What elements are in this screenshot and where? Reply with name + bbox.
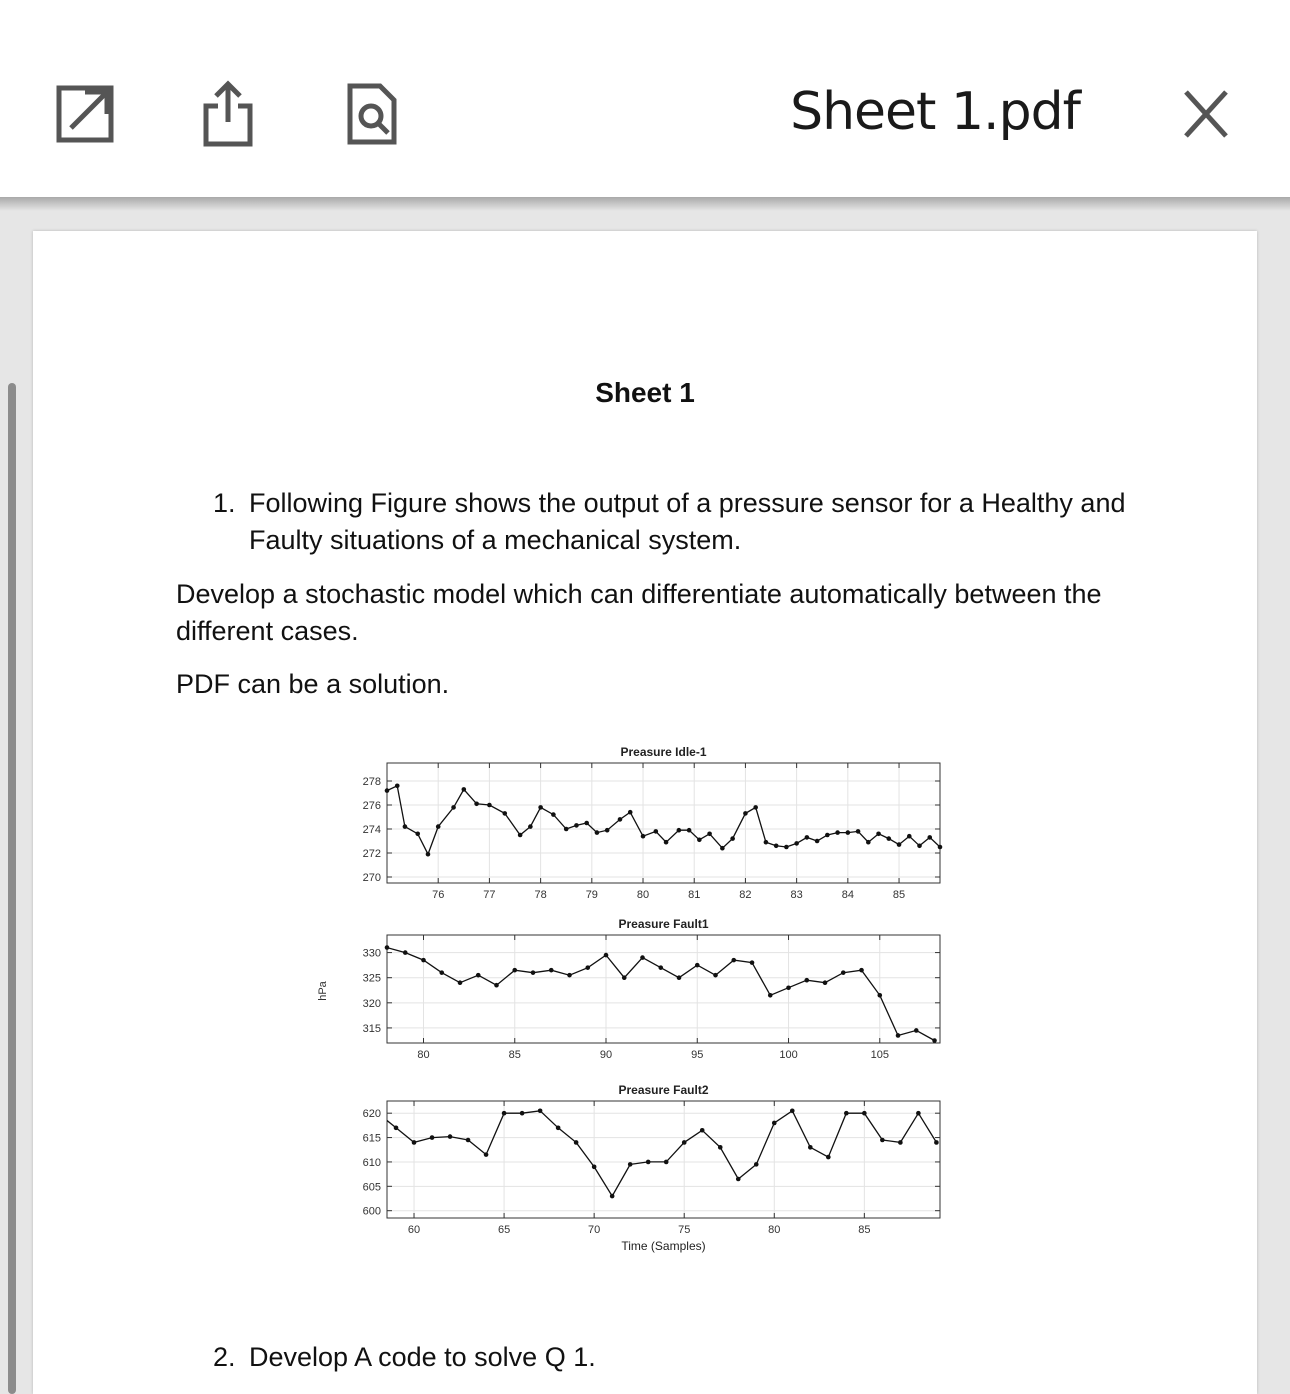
data-point bbox=[938, 845, 943, 850]
data-point bbox=[487, 803, 492, 808]
data-point bbox=[439, 970, 444, 975]
data-point bbox=[538, 805, 543, 810]
data-point bbox=[743, 811, 748, 816]
data-point bbox=[385, 945, 390, 950]
data-point bbox=[774, 844, 779, 849]
data-point bbox=[718, 1145, 723, 1150]
y-tick-label: 330 bbox=[362, 947, 381, 960]
x-tick-label: 90 bbox=[599, 1049, 613, 1061]
x-tick-label: 78 bbox=[534, 889, 547, 901]
data-point bbox=[628, 810, 633, 815]
data-point bbox=[898, 1140, 903, 1145]
x-tick-label: 85 bbox=[858, 1224, 871, 1236]
data-point bbox=[395, 784, 400, 789]
data-point bbox=[914, 1028, 919, 1033]
document-title: Sheet 1.pdf bbox=[790, 82, 1080, 142]
data-point bbox=[731, 958, 736, 963]
sheet-title: Sheet 1 bbox=[595, 377, 695, 408]
x-tick-label: 100 bbox=[779, 1049, 798, 1061]
data-point bbox=[426, 852, 431, 857]
x-tick-label: 76 bbox=[432, 889, 445, 901]
x-axis-label: Time (Samples) bbox=[621, 1239, 706, 1253]
data-point bbox=[772, 1121, 777, 1126]
data-point bbox=[664, 1160, 669, 1165]
x-tick-label: 60 bbox=[407, 1224, 421, 1236]
data-point bbox=[835, 830, 840, 835]
data-point bbox=[502, 811, 507, 816]
series-line bbox=[378, 1111, 936, 1196]
data-point bbox=[549, 968, 554, 973]
plot-frame bbox=[387, 935, 940, 1043]
question-1-text: Following Figure shows the output of a pressure sensor for a Healthy and Faulty situations of a mechanical system. bbox=[249, 488, 1126, 555]
y-tick-label: 600 bbox=[362, 1205, 381, 1218]
question-1-number: 1. bbox=[213, 488, 236, 518]
data-point bbox=[784, 845, 789, 850]
x-tick-label: 81 bbox=[688, 889, 701, 901]
toolbar bbox=[0, 0, 1290, 197]
data-point bbox=[538, 1108, 543, 1113]
data-point bbox=[880, 1138, 885, 1143]
data-point bbox=[720, 846, 725, 851]
y-axis-label: hPa bbox=[317, 981, 329, 1001]
data-point bbox=[584, 821, 589, 826]
x-tick-label: 85 bbox=[508, 1049, 521, 1061]
data-point bbox=[677, 975, 682, 980]
data-point bbox=[531, 970, 536, 975]
data-point bbox=[826, 1155, 831, 1160]
data-point bbox=[528, 824, 533, 829]
data-point bbox=[876, 832, 881, 837]
data-point bbox=[815, 839, 820, 844]
data-point bbox=[856, 829, 861, 834]
data-point bbox=[846, 830, 851, 835]
x-tick-label: 80 bbox=[636, 889, 650, 901]
open-external-icon[interactable] bbox=[55, 80, 119, 148]
data-point bbox=[512, 968, 517, 973]
data-point bbox=[592, 1165, 597, 1170]
data-point bbox=[604, 953, 609, 958]
series-line bbox=[387, 948, 935, 1041]
data-point bbox=[664, 840, 669, 845]
data-point bbox=[462, 787, 467, 792]
y-tick-label: 615 bbox=[362, 1132, 381, 1145]
data-point bbox=[695, 963, 700, 968]
data-point bbox=[917, 844, 922, 849]
data-point bbox=[412, 1140, 417, 1145]
y-tick-label: 320 bbox=[362, 997, 381, 1010]
data-point bbox=[825, 833, 830, 838]
chart-title: Preasure Fault2 bbox=[618, 1083, 709, 1097]
y-tick-label: 620 bbox=[362, 1108, 381, 1121]
x-tick-label: 77 bbox=[483, 889, 496, 901]
data-point bbox=[646, 1160, 651, 1165]
data-point bbox=[786, 985, 791, 990]
data-point bbox=[640, 955, 645, 960]
data-point bbox=[430, 1135, 435, 1140]
data-point bbox=[502, 1111, 507, 1116]
data-point bbox=[421, 958, 426, 963]
data-point bbox=[520, 1111, 525, 1116]
data-point bbox=[494, 983, 499, 988]
data-point bbox=[595, 830, 600, 835]
data-point bbox=[805, 835, 810, 840]
data-point bbox=[476, 973, 481, 978]
data-point bbox=[907, 834, 912, 839]
data-point bbox=[736, 1177, 741, 1182]
y-tick-label: 270 bbox=[362, 872, 381, 884]
share-icon[interactable] bbox=[198, 80, 262, 148]
x-tick-label: 83 bbox=[790, 889, 803, 901]
data-point bbox=[451, 805, 456, 810]
data-point bbox=[385, 788, 390, 793]
data-point bbox=[927, 835, 932, 840]
data-point bbox=[866, 840, 871, 845]
x-tick-label: 70 bbox=[588, 1224, 601, 1236]
data-point bbox=[682, 1140, 687, 1145]
data-point bbox=[394, 1126, 399, 1131]
y-tick-label: 325 bbox=[362, 972, 381, 985]
find-in-document-icon[interactable] bbox=[340, 80, 404, 148]
data-point bbox=[574, 823, 579, 828]
y-tick-label: 272 bbox=[362, 848, 381, 860]
data-point bbox=[484, 1152, 489, 1157]
data-point bbox=[841, 970, 846, 975]
scrollbar[interactable] bbox=[8, 383, 16, 1394]
x-tick-label: 75 bbox=[678, 1224, 691, 1236]
series-line bbox=[387, 786, 940, 854]
data-point bbox=[622, 975, 627, 980]
data-point bbox=[436, 824, 441, 829]
x-tick-label: 105 bbox=[870, 1049, 889, 1061]
y-tick-label: 278 bbox=[362, 776, 381, 788]
y-tick-label: 276 bbox=[362, 800, 381, 812]
chart-title: Preasure Fault1 bbox=[618, 917, 709, 931]
data-point bbox=[677, 828, 682, 833]
data-point bbox=[628, 1162, 633, 1167]
question-2-number: 2. bbox=[213, 1342, 236, 1372]
x-tick-label: 82 bbox=[739, 889, 752, 901]
y-tick-label: 315 bbox=[362, 1022, 381, 1035]
data-point bbox=[823, 980, 828, 985]
data-point bbox=[916, 1111, 921, 1116]
pressure-figure bbox=[303, 731, 1003, 1271]
pdf-hint: PDF can be a solution. bbox=[176, 669, 450, 699]
data-point bbox=[556, 1126, 561, 1131]
data-point bbox=[886, 836, 891, 841]
data-point bbox=[754, 1162, 759, 1167]
data-point bbox=[415, 832, 420, 837]
data-point bbox=[768, 993, 773, 998]
data-point bbox=[707, 832, 712, 837]
chart-title: Preasure Idle-1 bbox=[620, 745, 707, 759]
data-point bbox=[750, 960, 755, 965]
pdf-page bbox=[33, 231, 1257, 1394]
y-tick-label: 605 bbox=[362, 1181, 381, 1194]
data-point bbox=[458, 980, 463, 985]
data-point bbox=[877, 993, 882, 998]
data-point bbox=[618, 817, 623, 822]
x-tick-label: 79 bbox=[585, 889, 598, 901]
data-point bbox=[753, 805, 758, 810]
data-point bbox=[844, 1111, 849, 1116]
data-point bbox=[567, 973, 572, 978]
data-point bbox=[448, 1134, 453, 1139]
y-tick-label: 610 bbox=[362, 1156, 381, 1169]
close-icon[interactable] bbox=[1172, 84, 1240, 144]
data-point bbox=[897, 842, 902, 847]
data-point bbox=[934, 1140, 939, 1145]
data-point bbox=[564, 827, 569, 832]
data-point bbox=[585, 965, 590, 970]
x-tick-label: 80 bbox=[768, 1224, 781, 1236]
data-point bbox=[713, 973, 718, 978]
x-tick-label: 65 bbox=[497, 1224, 511, 1236]
data-point bbox=[804, 978, 809, 983]
data-point bbox=[794, 841, 799, 846]
data-point bbox=[574, 1140, 579, 1145]
data-point bbox=[654, 829, 659, 834]
data-point bbox=[700, 1128, 705, 1133]
toolbar-shadow bbox=[0, 197, 1290, 211]
pressure-charts-svg bbox=[303, 731, 1003, 1271]
y-tick-label: 274 bbox=[362, 824, 381, 836]
develop-instruction: Develop a stochastic model which can differentiate automatically between the different cases. bbox=[176, 579, 1102, 646]
x-tick-label: 95 bbox=[691, 1049, 704, 1061]
x-tick-label: 84 bbox=[841, 889, 854, 901]
data-point bbox=[687, 828, 692, 833]
data-point bbox=[403, 950, 408, 955]
data-point bbox=[466, 1138, 471, 1143]
data-point bbox=[896, 1033, 901, 1038]
plot-frame bbox=[387, 1101, 940, 1218]
data-point bbox=[403, 824, 408, 829]
data-point bbox=[518, 833, 523, 838]
x-tick-label: 80 bbox=[417, 1049, 430, 1061]
data-point bbox=[862, 1111, 867, 1116]
data-point bbox=[474, 802, 479, 807]
data-point bbox=[641, 834, 646, 839]
x-tick-label: 85 bbox=[892, 889, 906, 901]
data-point bbox=[932, 1038, 937, 1043]
data-point bbox=[808, 1145, 813, 1150]
data-point bbox=[697, 838, 702, 843]
data-point bbox=[859, 968, 864, 973]
data-point bbox=[551, 812, 556, 817]
data-point bbox=[658, 965, 663, 970]
data-point bbox=[730, 836, 735, 841]
data-point bbox=[790, 1108, 795, 1113]
data-point bbox=[764, 840, 769, 845]
question-2-text: Develop A code to solve Q 1. bbox=[249, 1342, 596, 1372]
data-point bbox=[610, 1194, 615, 1199]
data-point bbox=[605, 828, 610, 833]
